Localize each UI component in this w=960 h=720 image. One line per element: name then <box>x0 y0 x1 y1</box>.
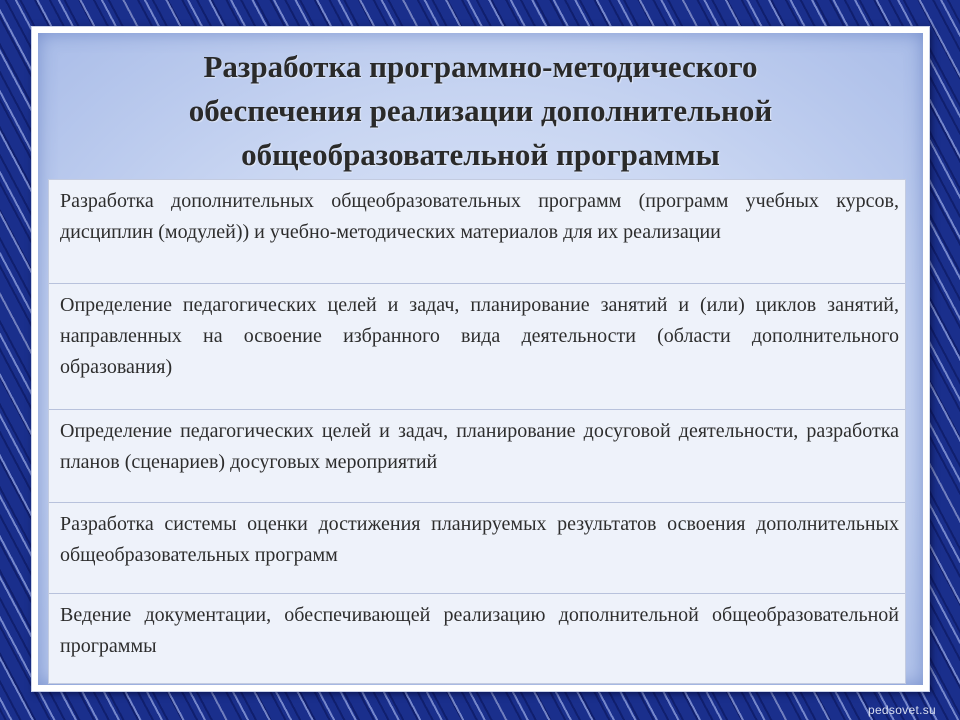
table-row <box>49 180 905 284</box>
slide-panel <box>38 33 923 685</box>
table-row <box>49 284 905 410</box>
table-cell-text: Определение педагогических целей и задач, планирование занятий и (или) циклов занятий, направленных на освоение избранного вида деятельности (области дополнительного образования) <box>60 294 899 378</box>
table-row <box>49 410 905 503</box>
table-row <box>49 503 905 594</box>
table-cell-text: Разработка дополнительных общеобразовательных программ (программ учебных курсов, дисциплин (модулей)) и учебно-методических материалов для их реализации <box>60 190 899 243</box>
table-cell-text: Разработка системы оценки достижения планируемых результатов освоения дополнительных общеобразовательных программ <box>60 513 899 566</box>
slide-title-line-2: обеспечения реализации дополнительной <box>188 93 773 128</box>
slide-title <box>78 45 883 177</box>
table-cell-text: Определение педагогических целей и задач, планирование досуговой деятельности, разработка планов (сценариев) досуговых мероприятий <box>60 420 899 473</box>
watermark: pedsovet.su <box>867 703 936 717</box>
table-cell-text: Ведение документации, обеспечивающей реализацию дополнительной общеобразовательной программы <box>60 604 899 657</box>
slide-frame <box>31 26 930 692</box>
slide-title-line-3: общеобразовательной программы <box>241 137 720 172</box>
slide-title-line-1: Разработка программно-методического <box>203 49 758 84</box>
tasks-table <box>48 179 906 684</box>
table-row <box>49 594 905 683</box>
